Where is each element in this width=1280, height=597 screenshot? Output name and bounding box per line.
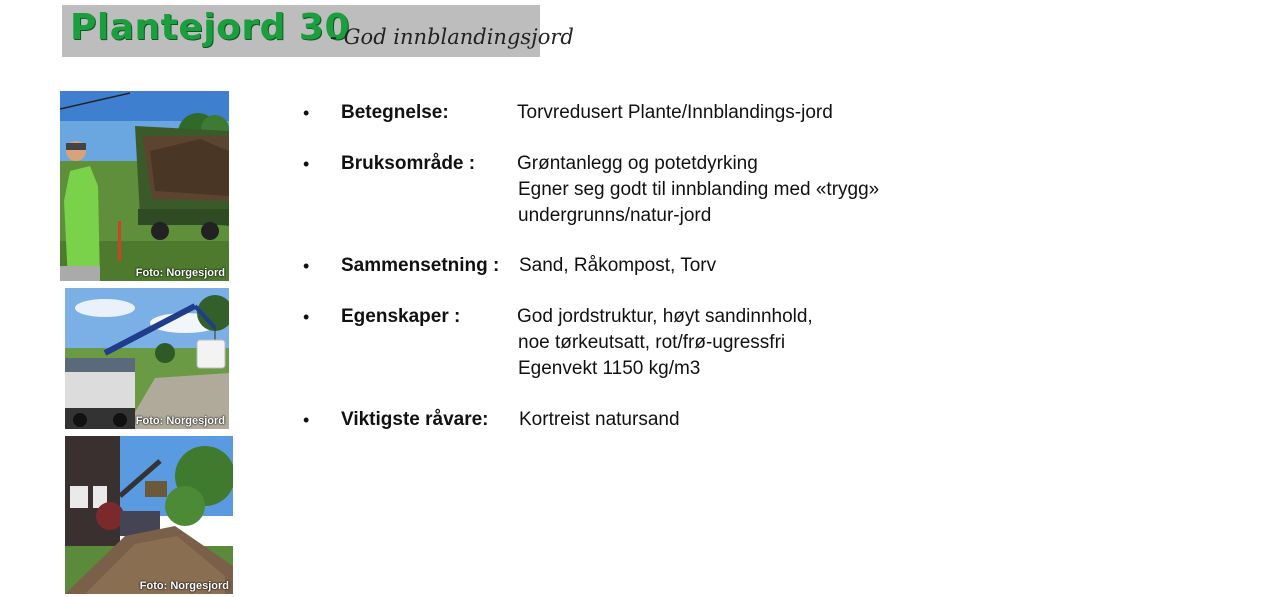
- bullet-icon: •: [303, 103, 310, 123]
- page-title: Plantejord 30: [70, 7, 350, 48]
- spec-value: Sand, Råkompost, Torv: [519, 255, 717, 276]
- photo-soil-pile: [65, 436, 233, 594]
- photo-credit: Foto: Norgesjord: [139, 580, 229, 592]
- spec-label: Viktigste råvare:: [341, 409, 489, 430]
- spec-value: Kortreist natursand: [519, 409, 680, 430]
- photo-truck-soil: [60, 91, 229, 281]
- bullet-icon: •: [303, 410, 310, 430]
- spec-label: Betegnelse:: [341, 102, 449, 123]
- spec-label: Sammensetning :: [341, 255, 500, 276]
- page-subtitle: - God innblandingsjord: [330, 25, 574, 49]
- spec-value: Grøntanlegg og potetdyrking Egner seg godt til innblanding med «trygg» undergrunns/natur-jord: [517, 153, 880, 226]
- photo-credit: Foto: Norgesjord: [135, 267, 225, 279]
- spec-label: Egenskaper :: [341, 306, 461, 327]
- spec-value: God jordstruktur, høyt sandinnhold, noe tørkeutsatt, rot/frø-ugressfri Egenvekt 1150 kg/m3: [517, 306, 813, 379]
- spec-value: Torvredusert Plante/Innblandings-jord: [517, 102, 833, 123]
- spec-label: Bruksområde :: [341, 153, 476, 174]
- bullet-icon: •: [303, 256, 310, 276]
- photo-credit: Foto: Norgesjord: [135, 415, 225, 427]
- title-banner: [62, 5, 574, 57]
- photo-crane-bigbag: [65, 288, 229, 429]
- bullet-icon: •: [303, 154, 310, 174]
- bullet-icon: •: [303, 307, 310, 327]
